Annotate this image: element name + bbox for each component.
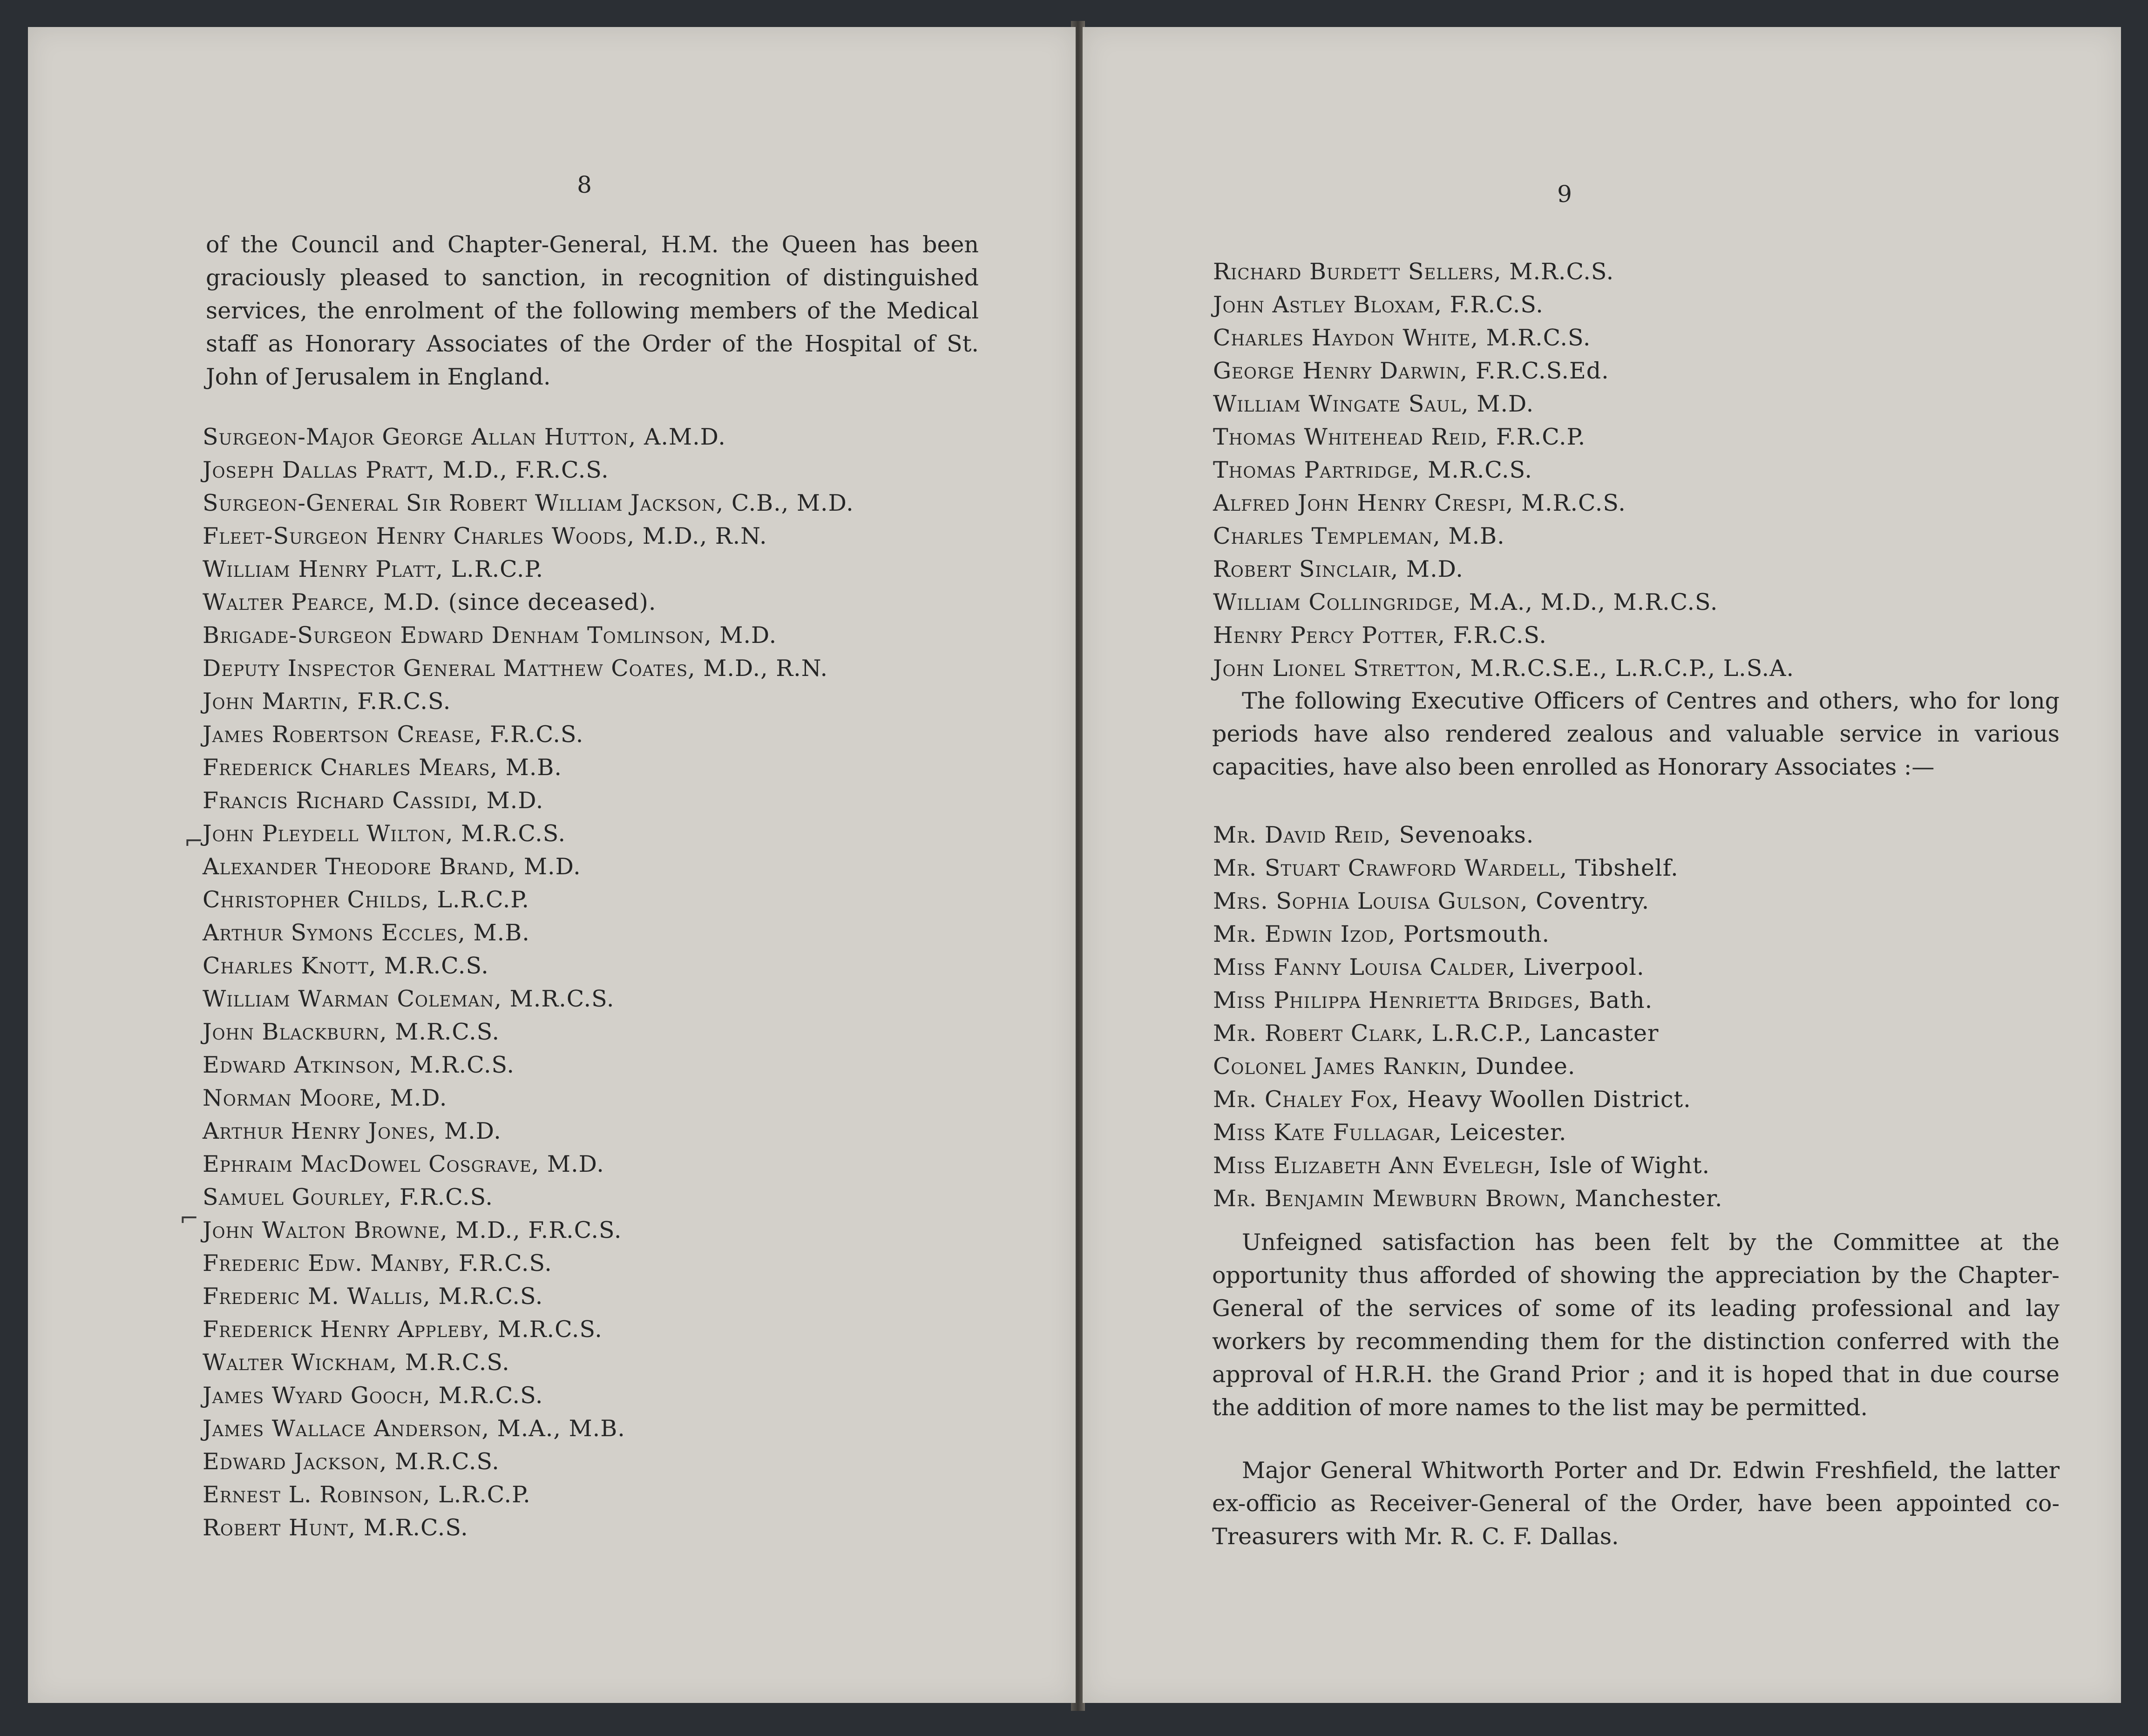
person-name: John Walton Browne, xyxy=(203,1217,448,1243)
list-item xyxy=(203,1148,1041,1181)
qualification: M.D., R.N. xyxy=(635,523,767,549)
list-item xyxy=(203,916,1041,949)
list-item xyxy=(203,685,1041,718)
person-name: Miss Philippa Henrietta Bridges, xyxy=(1213,987,1581,1013)
qualification: L.R.C.P. xyxy=(429,886,529,913)
qualification: Coventry. xyxy=(1528,888,1650,914)
person-name: Henry Percy Potter, xyxy=(1213,622,1446,648)
person-name: Charles Templeman, xyxy=(1213,523,1441,549)
list-item xyxy=(1213,453,2098,486)
person-name: Alfred John Henry Crespi, xyxy=(1213,490,1514,516)
pencil-tick-mark: ⌐ xyxy=(184,828,203,855)
qualification: M.A., M.B. xyxy=(489,1415,625,1442)
qualification: M.D. xyxy=(478,787,544,814)
qualification: F.R.C.S.Ed. xyxy=(1468,358,1609,384)
qualification: F.R.C.S. xyxy=(482,721,584,748)
list-item xyxy=(1213,255,2098,288)
qualification: L.R.C.P. xyxy=(443,556,544,582)
medical-staff-list xyxy=(203,420,1041,1544)
qualification: M.R.C.S. xyxy=(356,1514,468,1541)
executive-officers-list xyxy=(1213,818,2098,1215)
person-name: Mr. Benjamin Mewburn Brown, xyxy=(1213,1185,1567,1212)
qualification: M.B. xyxy=(465,919,530,946)
person-name: Walter Wickham, xyxy=(203,1349,398,1376)
person-name: William Henry Platt, xyxy=(203,556,444,582)
executive-intro-text: The following Executive Officers of Centres and others, who for long periods have also rendered zealous and valuable service in various capacities, have also been enrolled as Honorary Associates :— xyxy=(1212,688,2060,780)
list-item xyxy=(203,1181,1041,1214)
closing-paragraph-2 xyxy=(1212,1454,2060,1553)
qualification: M.D. xyxy=(516,853,581,880)
list-item xyxy=(203,1379,1041,1412)
list-item xyxy=(1213,1116,2098,1149)
qualification: M.R.C.S. xyxy=(453,820,566,847)
list-item xyxy=(203,1048,1041,1081)
list-item xyxy=(1213,619,2098,652)
list-item xyxy=(1213,321,2098,354)
person-name: Mr. Chaley Fox, xyxy=(1213,1086,1400,1113)
person-name: Charles Knott, xyxy=(203,952,377,979)
qualification: M.B. xyxy=(1440,523,1505,549)
person-name: Frederick Charles Mears, xyxy=(203,754,498,781)
list-item xyxy=(1213,918,2098,951)
list-item xyxy=(203,751,1041,784)
list-item xyxy=(1213,1017,2098,1050)
list-item xyxy=(1213,818,2098,851)
person-name: Colonel James Rankin, xyxy=(1213,1053,1468,1080)
list-item xyxy=(1213,984,2098,1017)
medical-staff-list-continued xyxy=(1213,255,2098,685)
person-name: Edward Atkinson, xyxy=(203,1052,402,1078)
left-page xyxy=(28,27,1076,1703)
person-name: Robert Sinclair, xyxy=(1213,556,1399,582)
person-name: Fleet-Surgeon Henry Charles Woods, xyxy=(203,523,635,549)
list-item xyxy=(1213,652,2098,685)
person-name: Frederic M. Wallis, xyxy=(203,1283,431,1310)
qualification: Tibshelf. xyxy=(1567,855,1679,881)
qualification: M.D. xyxy=(382,1085,447,1111)
list-item xyxy=(203,520,1041,553)
qualification: M.D., R.N. xyxy=(695,655,828,682)
list-item xyxy=(1213,885,2098,918)
qualification: M.D., F.R.C.S. xyxy=(434,457,609,483)
qualification: Bath. xyxy=(1581,987,1653,1013)
person-name: John Pleydell Wilton, xyxy=(203,820,454,847)
person-name: Mr. Edwin Izod, xyxy=(1213,921,1396,947)
list-item xyxy=(203,982,1041,1015)
person-name: John Blackburn, xyxy=(203,1019,387,1045)
person-name: Surgeon-Major George Allan Hutton, xyxy=(203,424,637,450)
person-name: George Henry Darwin, xyxy=(1213,358,1468,384)
person-name: Ernest L. Robinson, xyxy=(203,1481,431,1508)
list-item xyxy=(203,1445,1041,1478)
pencil-tick-mark: ⌐ xyxy=(179,1205,199,1232)
qualification: M.R.C.S. xyxy=(397,1349,510,1376)
person-name: Miss Kate Fullagar, xyxy=(1213,1119,1442,1146)
qualification: M.R.C.S. xyxy=(402,1052,515,1078)
list-item xyxy=(1213,553,2098,586)
list-item xyxy=(1213,1083,2098,1116)
list-item xyxy=(203,486,1041,520)
person-name: Mr. Stuart Crawford Wardell, xyxy=(1213,855,1568,881)
list-item xyxy=(1213,951,2098,984)
qualification: Heavy Woollen District. xyxy=(1399,1086,1691,1113)
list-item xyxy=(203,1511,1041,1544)
list-item xyxy=(203,1081,1041,1115)
name-list xyxy=(203,420,1041,1544)
right-page xyxy=(1083,27,2121,1703)
qualification: Manchester. xyxy=(1567,1185,1723,1212)
list-item xyxy=(1213,520,2098,553)
list-item xyxy=(203,619,1041,652)
executive-intro-paragraph xyxy=(1212,684,2060,784)
qualification: Liverpool. xyxy=(1516,954,1645,980)
list-item xyxy=(203,1214,1041,1247)
qualification: M.R.C.S. xyxy=(1420,457,1533,483)
qualification: M.R.C.S. xyxy=(387,1448,500,1475)
qualification: F.R.C.S. xyxy=(1442,291,1544,318)
qualification: M.R.C.S.E., L.R.C.P., L.S.A. xyxy=(1462,655,1795,682)
list-item xyxy=(1213,851,2098,885)
person-name: Joseph Dallas Pratt, xyxy=(203,457,435,483)
list-item xyxy=(1213,387,2098,420)
qualification: M.B. xyxy=(498,754,562,781)
person-name: Miss Fanny Louisa Calder, xyxy=(1213,954,1516,980)
person-name: Ephraim MacDowel Cosgrave, xyxy=(203,1151,540,1177)
person-name: Alexander Theodore Brand, xyxy=(203,853,516,880)
list-item xyxy=(203,817,1041,850)
person-name: Arthur Henry Jones, xyxy=(203,1118,437,1144)
closing-text-2: Major General Whitworth Porter and Dr. Edwin Freshfield, the latter ex-officio as Receiver-General of the Order, have been appointed co-Treasurers with Mr. R. C. F. Dallas. xyxy=(1212,1457,2060,1550)
person-name: William Collingridge, xyxy=(1213,589,1462,615)
person-name: William Wingate Saul, xyxy=(1213,391,1469,417)
list-item xyxy=(203,784,1041,817)
list-item xyxy=(203,553,1041,586)
qualification: M.R.C.S. xyxy=(1513,490,1626,516)
qualification: L.R.C.P. xyxy=(430,1481,531,1508)
qualification: M.R.C.S. xyxy=(490,1316,603,1343)
person-name: Francis Richard Cassidi, xyxy=(203,787,479,814)
qualification: Leicester. xyxy=(1442,1119,1567,1146)
intro-paragraph xyxy=(206,228,979,393)
qualification: M.D. (since deceased). xyxy=(375,589,657,615)
person-name: Frederic Edw. Manby, xyxy=(203,1250,451,1277)
person-name: John Astley Bloxam, xyxy=(1213,291,1443,318)
intro-text: of the Council and Chapter-General, H.M. the Queen has been graciously pleased to sanction, in recognition of distinguished services, the enrolment of the following members of the Medical staff as Honorary Associates of the Order of the Hospital of St. John of Jerusalem in England. xyxy=(206,231,979,390)
person-name: Richard Burdett Sellers, xyxy=(1213,258,1502,285)
qualification: M.A., M.D., M.R.C.S. xyxy=(1461,589,1718,615)
list-item xyxy=(1213,288,2098,321)
list-item xyxy=(203,1412,1041,1445)
qualification: C.B., M.D. xyxy=(724,490,854,516)
list-item xyxy=(1213,420,2098,453)
qualification: M.D. xyxy=(436,1118,501,1144)
person-name: Charles Haydon White, xyxy=(1213,324,1478,351)
person-name: Brigade-Surgeon Edward Denham Tomlinson, xyxy=(203,622,712,648)
list-item xyxy=(203,949,1041,982)
list-item xyxy=(203,652,1041,685)
person-name: Christopher Childs, xyxy=(203,886,429,913)
closing-paragraph-1 xyxy=(1212,1226,2060,1424)
qualification: M.D. xyxy=(711,622,777,648)
person-name: Surgeon-General Sir Robert William Jackson, xyxy=(203,490,724,516)
list-item xyxy=(203,1247,1041,1280)
qualification: L.R.C.P., Lancaster xyxy=(1423,1020,1659,1047)
list-item xyxy=(203,420,1041,453)
person-name: James Wyard Gooch, xyxy=(203,1382,431,1409)
person-name: Thomas Partridge, xyxy=(1213,457,1420,483)
list-item xyxy=(203,1478,1041,1511)
list-item xyxy=(1213,486,2098,520)
qualification: A.M.D. xyxy=(636,424,726,450)
person-name: Mr. David Reid, xyxy=(1213,822,1391,848)
person-name: Walter Pearce, xyxy=(203,589,376,615)
closing-text-1: Unfeigned satisfaction has been felt by the Committee at the opportunity thus afforded of showing the appreciation by the Chapter-General of the services of some of its leading professional and lay workers by recommending them for the distinction conferred with the approval of H.R.H. the Grand Prior ; and it is hoped that in due course the addition of more names to the list may be permitted. xyxy=(1212,1229,2060,1421)
person-name: John Lionel Stretton, xyxy=(1213,655,1463,682)
name-list xyxy=(1213,255,2098,685)
person-name: Arthur Symons Eccles, xyxy=(203,919,466,946)
person-name: Thomas Whitehead Reid, xyxy=(1213,424,1489,450)
person-name: Norman Moore, xyxy=(203,1085,382,1111)
person-name: Mrs. Sophia Louisa Gulson, xyxy=(1213,888,1528,914)
list-item xyxy=(203,1280,1041,1313)
qualification: M.D., F.R.C.S. xyxy=(447,1217,622,1243)
list-item xyxy=(1213,1149,2098,1182)
list-item xyxy=(203,718,1041,751)
page-number: 9 xyxy=(1557,181,1572,208)
list-item xyxy=(203,883,1041,916)
qualification: M.R.C.S. xyxy=(1501,258,1614,285)
qualification: Isle of Wight. xyxy=(1541,1152,1710,1179)
list-item xyxy=(1213,354,2098,387)
qualification: M.R.C.S. xyxy=(502,986,615,1012)
list-item xyxy=(203,586,1041,619)
qualification: F.R.C.S. xyxy=(1445,622,1547,648)
qualification: M.D. xyxy=(539,1151,604,1177)
list-item xyxy=(203,850,1041,883)
list-item xyxy=(203,1015,1041,1048)
qualification: M.D. xyxy=(1469,391,1534,417)
person-name: James Wallace Anderson, xyxy=(203,1415,490,1442)
list-item xyxy=(203,1115,1041,1148)
list-item xyxy=(203,1346,1041,1379)
qualification: F.R.C.S. xyxy=(451,1250,552,1277)
person-name: Mr. Robert Clark, xyxy=(1213,1020,1424,1047)
person-name: Robert Hunt, xyxy=(203,1514,356,1541)
executive-list xyxy=(1213,818,2098,1215)
qualification: F.R.C.S. xyxy=(349,688,451,715)
person-name: Edward Jackson, xyxy=(203,1448,387,1475)
person-name: John Martin, xyxy=(203,688,350,715)
qualification: M.D. xyxy=(1398,556,1464,582)
list-item xyxy=(1213,1182,2098,1215)
qualification: Portsmouth. xyxy=(1396,921,1550,947)
list-item xyxy=(203,1313,1041,1346)
qualification: M.R.C.S. xyxy=(1478,324,1591,351)
list-item xyxy=(1213,586,2098,619)
qualification: F.R.C.P. xyxy=(1488,424,1586,450)
list-item xyxy=(1213,1050,2098,1083)
person-name: Samuel Gourley, xyxy=(203,1184,392,1210)
list-item xyxy=(203,453,1041,486)
qualification: M.R.C.S. xyxy=(376,952,489,979)
person-name: James Robertson Crease, xyxy=(203,721,482,748)
qualification: M.R.C.S. xyxy=(387,1019,500,1045)
qualification: Sevenoaks. xyxy=(1391,822,1534,848)
qualification: F.R.C.S. xyxy=(392,1184,493,1210)
qualification: M.R.C.S. xyxy=(430,1283,543,1310)
person-name: William Warman Coleman, xyxy=(203,986,502,1012)
qualification: Dundee. xyxy=(1468,1053,1576,1080)
qualification: M.R.C.S. xyxy=(431,1382,543,1409)
person-name: Miss Elizabeth Ann Evelegh, xyxy=(1213,1152,1542,1179)
person-name: Deputy Inspector General Matthew Coates, xyxy=(203,655,696,682)
person-name: Frederick Henry Appleby, xyxy=(203,1316,490,1343)
page-number: 8 xyxy=(577,171,592,198)
